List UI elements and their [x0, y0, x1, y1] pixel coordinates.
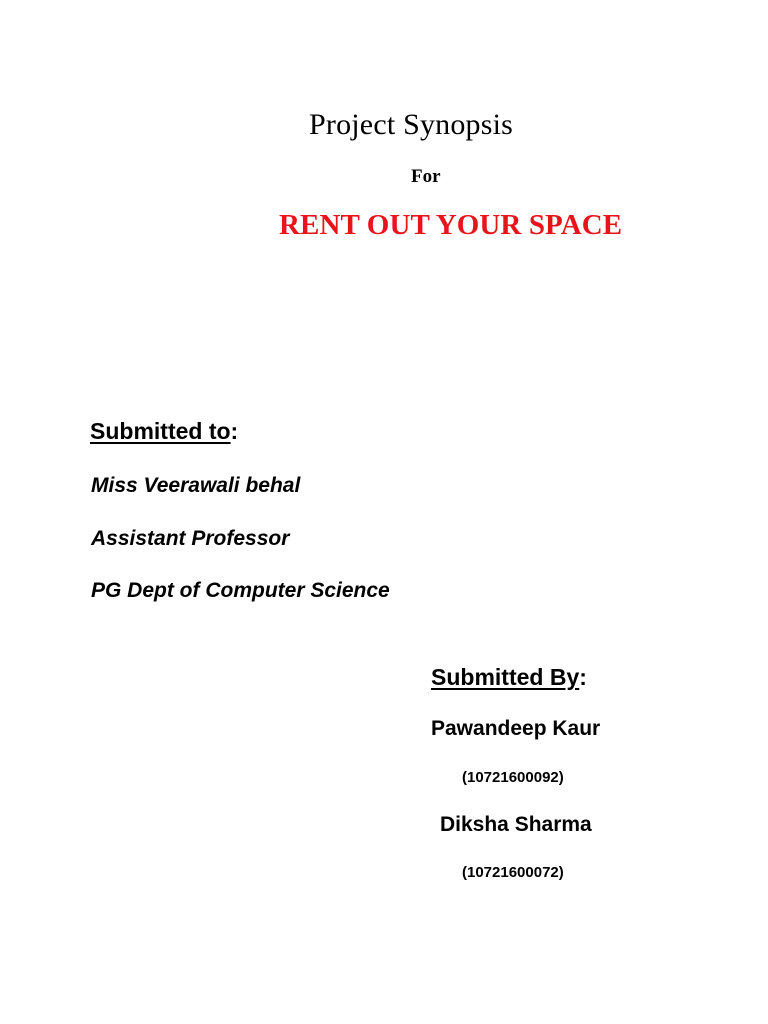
guide-department: PG Dept of Computer Science [91, 579, 390, 602]
submitted-by-heading [431, 664, 587, 691]
submitted-to-colon: : [230, 418, 239, 444]
student-roll-number: (10721600072) [462, 864, 564, 881]
submitted-to-label: Submitted to [90, 418, 231, 444]
guide-designation: Assistant Professor [91, 527, 290, 550]
student-roll-number: (10721600092) [462, 769, 564, 786]
submitted-by-colon: : [579, 664, 587, 690]
submitted-to-heading [90, 418, 238, 445]
for-label: For [411, 166, 441, 187]
guide-name: Miss Veerawali behal [91, 474, 301, 497]
student-name: Pawandeep Kaur [431, 717, 601, 740]
submitted-by-label: Submitted By [431, 664, 580, 690]
project-name: RENT OUT YOUR SPACE [279, 209, 623, 241]
student-name: Diksha Sharma [440, 813, 592, 836]
document-title: Project Synopsis [309, 108, 514, 141]
